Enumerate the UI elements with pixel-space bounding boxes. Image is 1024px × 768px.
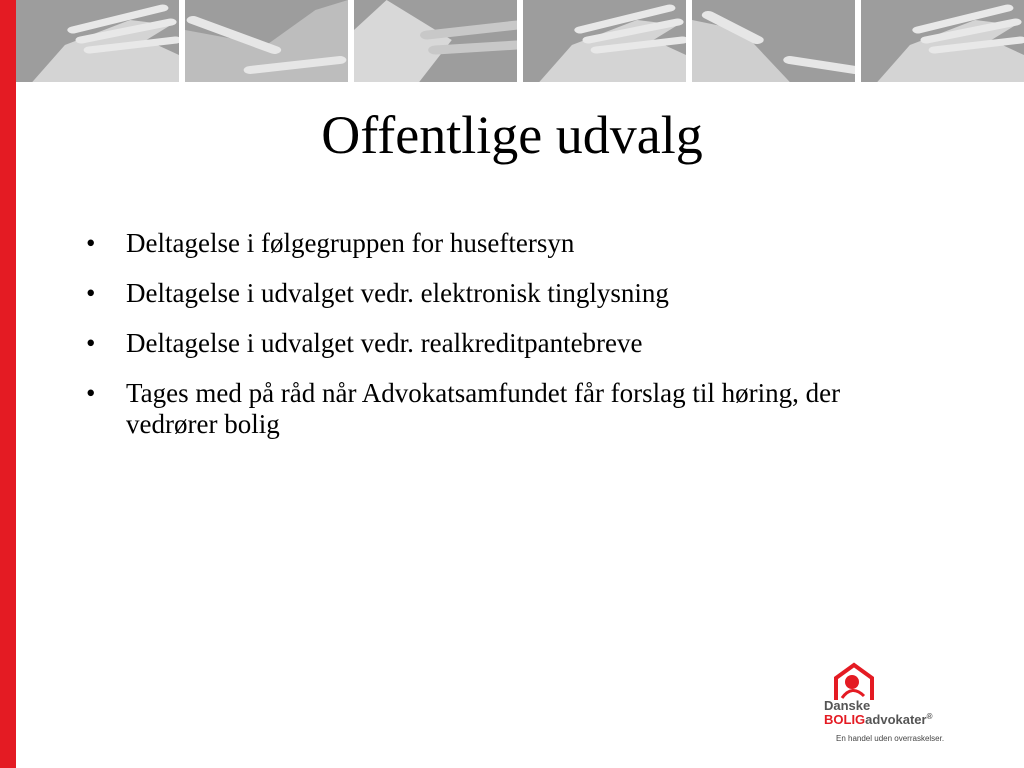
bullet-dot: • bbox=[86, 228, 96, 258]
slide-title: Offentlige udvalg bbox=[321, 105, 703, 165]
danske-boligadvokater-logo bbox=[818, 662, 978, 746]
bullet-dot: • bbox=[86, 378, 96, 408]
bullet-text: Deltagelse i følgegruppen for huseftersyn bbox=[126, 228, 575, 258]
logo-text-bolig: BOLIG bbox=[824, 712, 866, 727]
bullet-text: Deltagelse i udvalget vedr. realkreditpantebreve bbox=[126, 328, 643, 358]
bullet-text: Tages med på råd når Advokatsamfundet får forslag til høring, der vedrører bolig bbox=[126, 378, 841, 439]
logo-tagline: En handel uden overraskelser. bbox=[836, 734, 945, 743]
bullet-list bbox=[82, 228, 902, 459]
bullet-item bbox=[82, 378, 902, 440]
hands-photo-6 bbox=[861, 0, 1024, 82]
hands-photo-1 bbox=[16, 0, 179, 82]
registered-mark: ® bbox=[926, 712, 933, 721]
hands-photo-4 bbox=[523, 0, 686, 82]
hands-photo-3 bbox=[354, 0, 517, 82]
bullet-item bbox=[82, 278, 902, 309]
logo-text-danske: Danske bbox=[824, 698, 871, 713]
house-logo-icon bbox=[832, 662, 876, 702]
hands-photo-5 bbox=[692, 0, 855, 82]
header-photo-strip bbox=[16, 0, 1024, 82]
hands-photo-2 bbox=[185, 0, 348, 82]
bullet-dot: • bbox=[86, 328, 96, 358]
bullet-item bbox=[82, 328, 902, 359]
bullet-item bbox=[82, 228, 902, 259]
bullet-text: Deltagelse i udvalget vedr. elektronisk tinglysning bbox=[126, 278, 669, 308]
bullet-dot: • bbox=[86, 278, 96, 308]
logo-text-boligadvokater bbox=[824, 712, 933, 727]
logo-text-advokater: advokater bbox=[865, 712, 927, 727]
